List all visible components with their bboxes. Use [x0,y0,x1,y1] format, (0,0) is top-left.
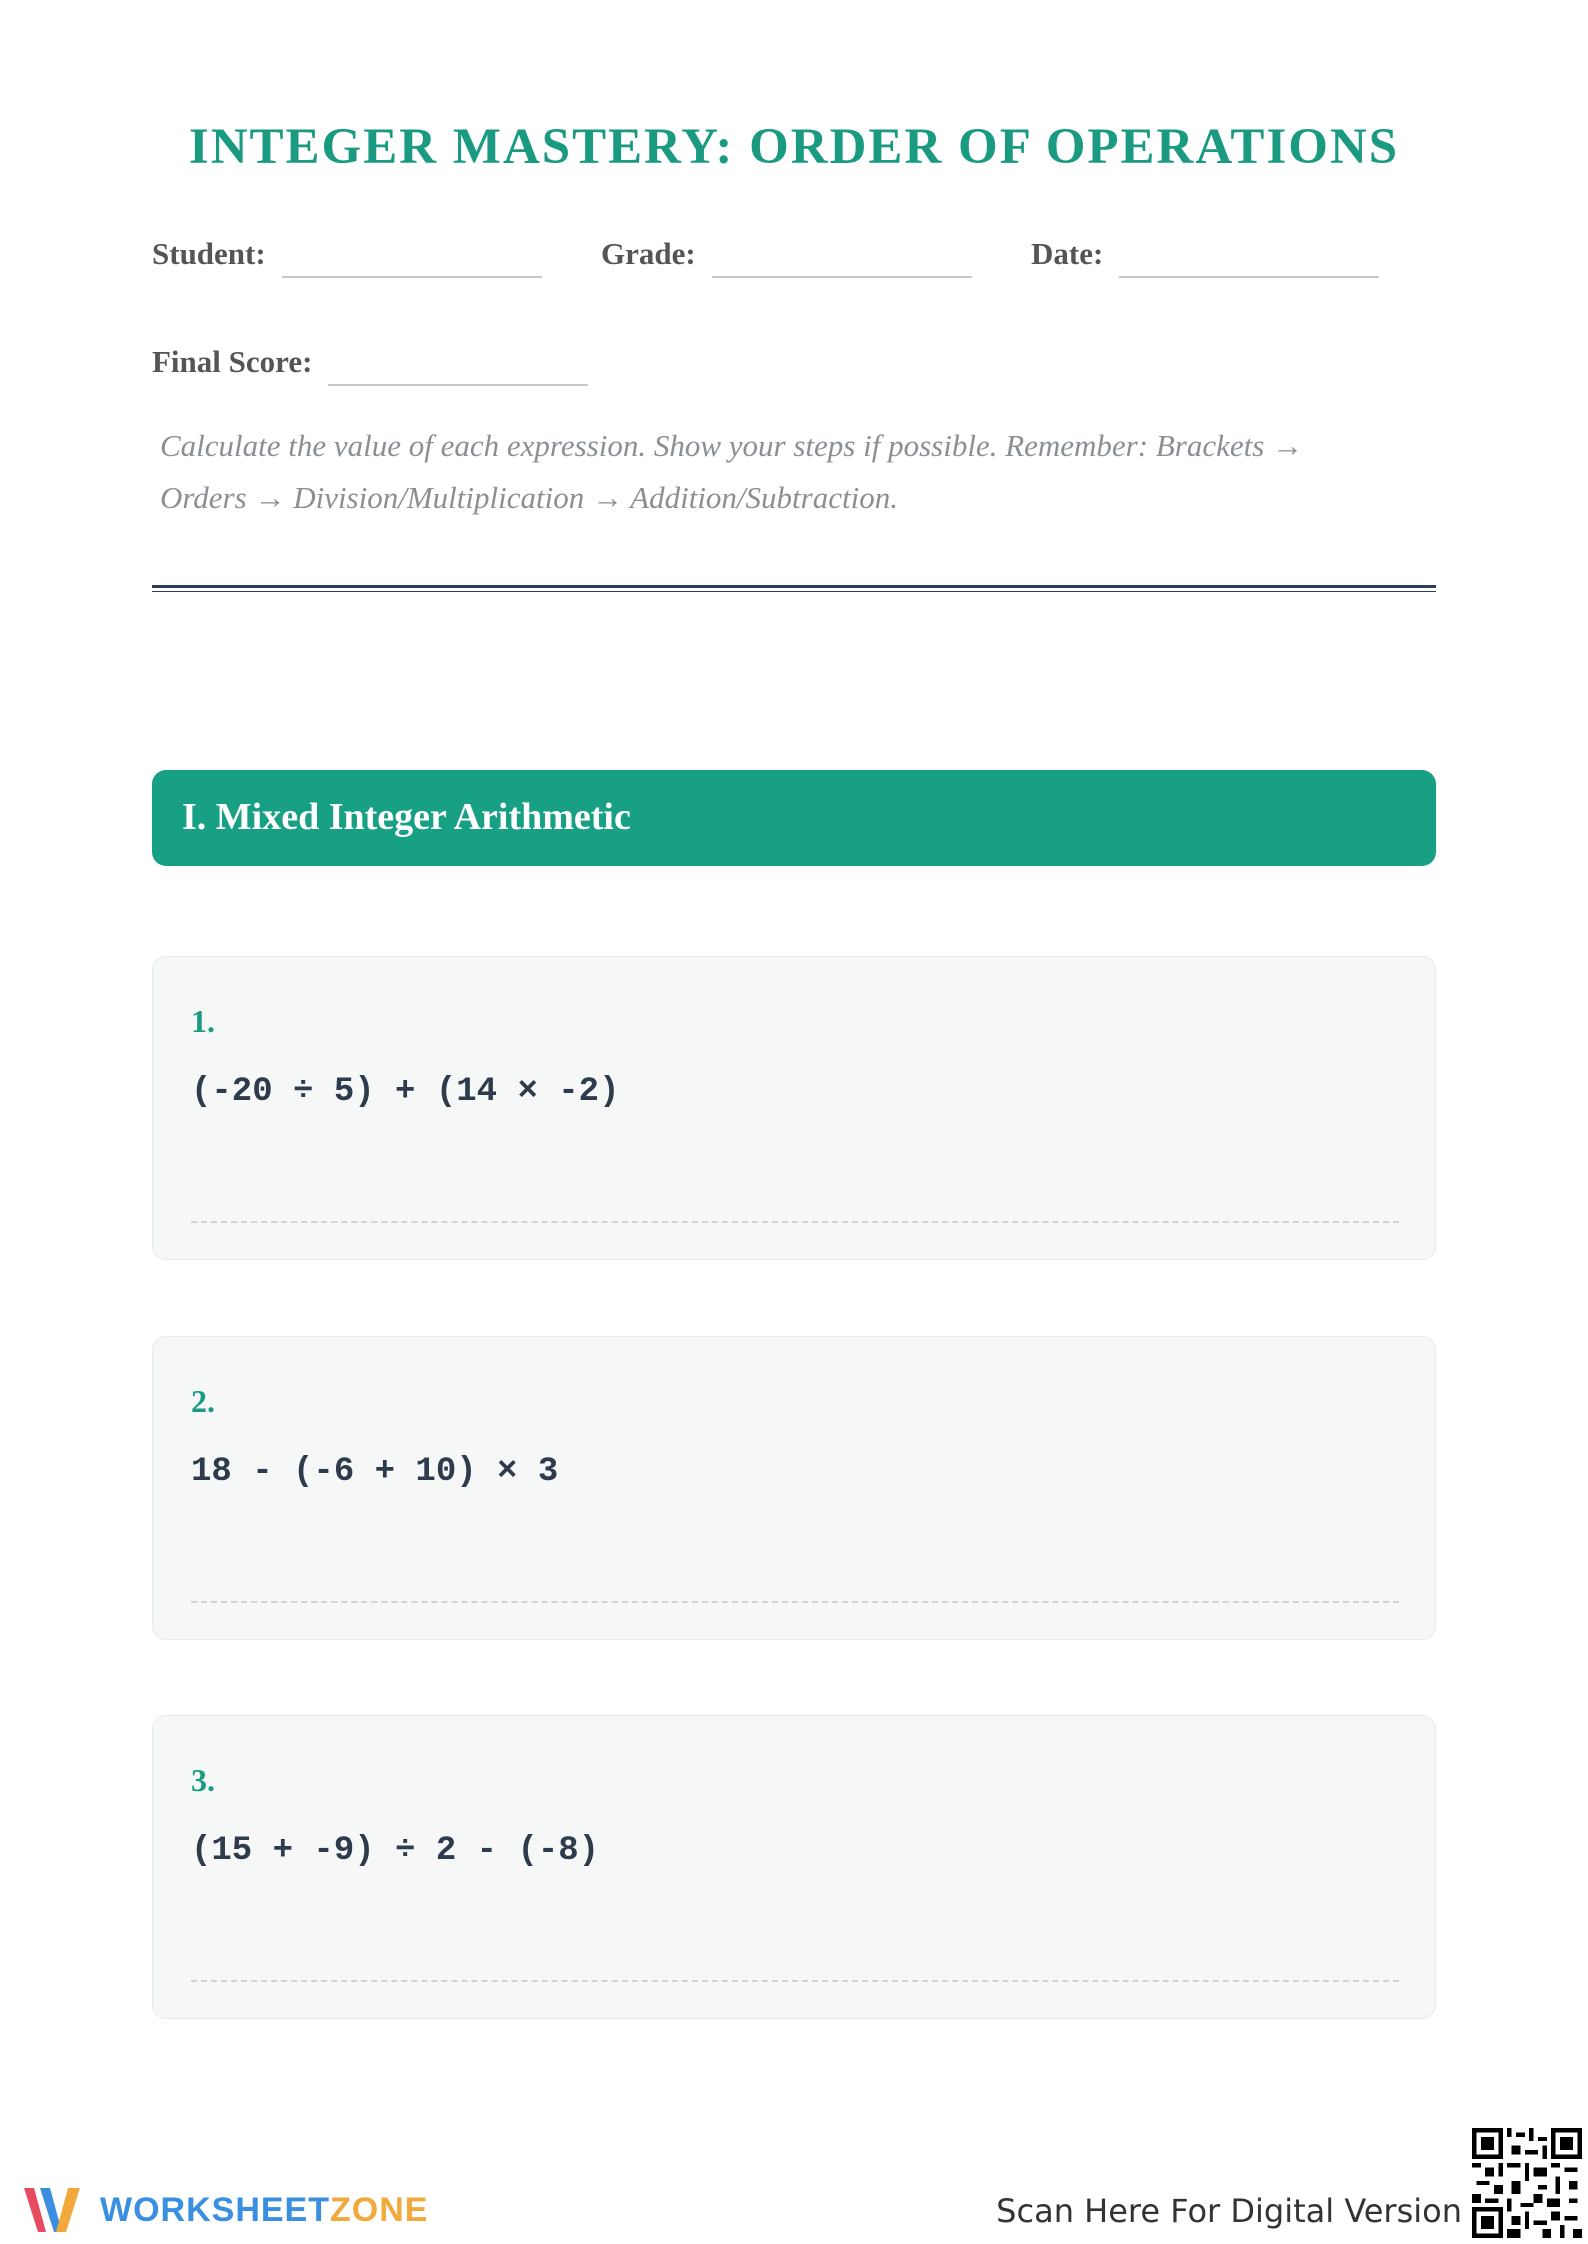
section-title: I. Mixed Integer Arithmetic [182,796,631,838]
grade-label: Grade: [601,236,696,271]
problem-card [152,1336,1436,1640]
page-title: INTEGER MASTERY: ORDER OF OPERATIONS [188,119,1400,175]
student-field [152,236,542,272]
brand-wordmark: WORKSHEETZONE [100,2190,429,2229]
student-input-line[interactable] [282,246,542,278]
grade-input-line[interactable] [712,246,972,278]
grade-field [601,236,972,272]
date-field [1031,236,1379,272]
final-score-field [152,344,588,380]
problem-card [152,956,1436,1260]
problem-card [152,1715,1436,2019]
problem-number: 1. [191,1003,215,1039]
problem-expression: 18 - (-6 + 10) × 3 [191,1453,559,1491]
problem-number: 2. [191,1383,215,1419]
header-divider [152,585,1436,592]
answer-line[interactable] [191,1980,1399,1982]
date-input-line[interactable] [1119,246,1379,278]
student-label: Student: [152,236,266,271]
instructions-text: Calculate the value of each expression. Show your steps if possible. Remember: Brackets → Orders → Division/Multiplication → Addition/Subtraction. [160,428,1304,515]
worksheetzone-logo-icon [20,2180,90,2240]
problem-expression: (-20 ÷ 5) + (14 × -2) [191,1073,620,1111]
final-score-input-line[interactable] [328,354,588,386]
qr-code-icon[interactable] [1472,2128,1582,2238]
final-score-label: Final Score: [152,344,313,379]
answer-line[interactable] [191,1221,1399,1223]
problem-expression: (15 + -9) ÷ 2 - (-8) [191,1832,600,1870]
section-header [152,770,1436,866]
date-label: Date: [1031,236,1104,271]
brand-logo [20,2180,428,2240]
answer-line[interactable] [191,1601,1399,1603]
scan-caption: Scan Here For Digital Version [996,2192,1462,2230]
problem-number: 3. [191,1762,215,1798]
